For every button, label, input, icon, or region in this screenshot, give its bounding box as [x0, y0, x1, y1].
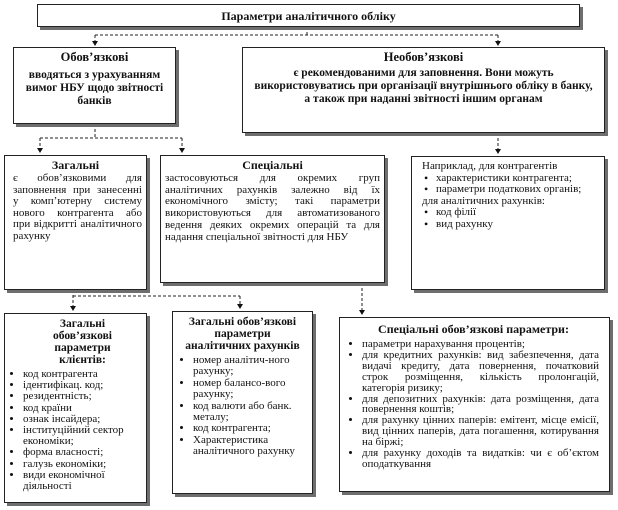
accounts-list — [179, 355, 306, 458]
special-params-list — [348, 339, 599, 470]
list-item: • номер аналітич-ного рахунку; — [193, 355, 306, 378]
special-node — [160, 155, 385, 283]
list-item: • параметри нарахування процентів; — [362, 339, 599, 350]
root-title: Параметри аналітичного обліку — [221, 9, 396, 23]
accounts-title: Загальні обов’язкові параметри аналітичних рахунків — [185, 316, 300, 352]
list-item: • код валюти або банк. металу; — [193, 401, 306, 424]
list-item: • код контрагента; — [193, 423, 306, 434]
example-account-list — [422, 207, 596, 230]
list-item: • для рахунку доходів та видатків: чи є об’єктом оподаткування — [362, 448, 599, 470]
list-item: • види економічної діяльності — [23, 470, 142, 492]
list-item: • форма власності; — [23, 447, 142, 458]
list-item: • резидентність; — [23, 391, 142, 402]
special-title: Спеціальні — [242, 158, 303, 172]
example-node — [411, 156, 605, 290]
general-text: є обов’язковими для заповнення при занесенні у комп’ютерну систему нового контрагента або при відкритті аналітичного рахунку — [13, 172, 142, 242]
example-item: • код філії — [436, 207, 596, 219]
general-node — [4, 155, 147, 290]
list-item: • інституційний сектор економіки; — [23, 425, 142, 447]
special-text: застосовуються для окремих груп аналітичних рахунків залежно від їх економічного змісту; такі параметри використовуються для автоматизованого ведення деяких окремих операцій та для надання спеціальної звітності для НБУ — [165, 172, 380, 243]
optional-node — [242, 47, 605, 133]
example-item: • характеристики контрагента; — [436, 173, 596, 185]
general-title: Загальні — [51, 158, 100, 172]
list-item: • для кредитних рахунків: вид забезпечення, дата видачі кредиту, дата повернення, початковий строк розміщення, кількість пролонгацій, категорія ризику; — [362, 350, 599, 394]
optional-text: є рекомендованими для заповнення. Вони можуть використовуватись при організації внутрішнього обліку в банку, а також при наданні звітності іншим органам — [254, 67, 593, 105]
clients-params-node — [4, 313, 147, 503]
example-intro: Наприклад, для контрагентів — [422, 160, 558, 172]
root-node — [37, 4, 580, 27]
example-middle: для аналітичних рахунків: — [422, 194, 545, 207]
list-item: • ідентифікац. код; — [23, 380, 142, 391]
clients-title: Загальні обов’язкові параметри клієнтів: — [52, 318, 113, 366]
clients-list — [11, 369, 142, 492]
list-item: • галузь економіки; — [23, 459, 142, 470]
example-item: • параметри податкових органів; — [436, 184, 596, 196]
example-contractor-list — [422, 173, 596, 196]
list-item: • для рахунку цінних паперів: емітент, місце емісії, вид цінних паперів, дата погашення, котирування на біржі; — [362, 415, 599, 448]
list-item: • код контрагента — [23, 369, 142, 380]
mandatory-node — [13, 47, 176, 124]
list-item: • код країни — [23, 403, 142, 414]
special-params-node — [339, 317, 610, 492]
optional-title: Необов’язкові — [383, 50, 464, 64]
list-item: • Характеристика аналітичного рахунку — [193, 435, 306, 458]
mandatory-text: вводяться з урахуванням вимог НБУ щодо звітності банків — [25, 69, 164, 107]
special-params-title: Спеціальні обов’язкові параметри: — [378, 322, 569, 336]
list-item: • для депозитних рахунків: дата розміщення, дата повернення коштів; — [362, 394, 599, 416]
mandatory-title: Обов’язкові — [60, 50, 129, 64]
list-item: • номер балансо-вого рахунку; — [193, 378, 306, 401]
example-item: • вид рахунку — [436, 219, 596, 231]
list-item: • ознак інсайдера; — [23, 414, 142, 425]
accounts-params-node — [172, 311, 313, 494]
